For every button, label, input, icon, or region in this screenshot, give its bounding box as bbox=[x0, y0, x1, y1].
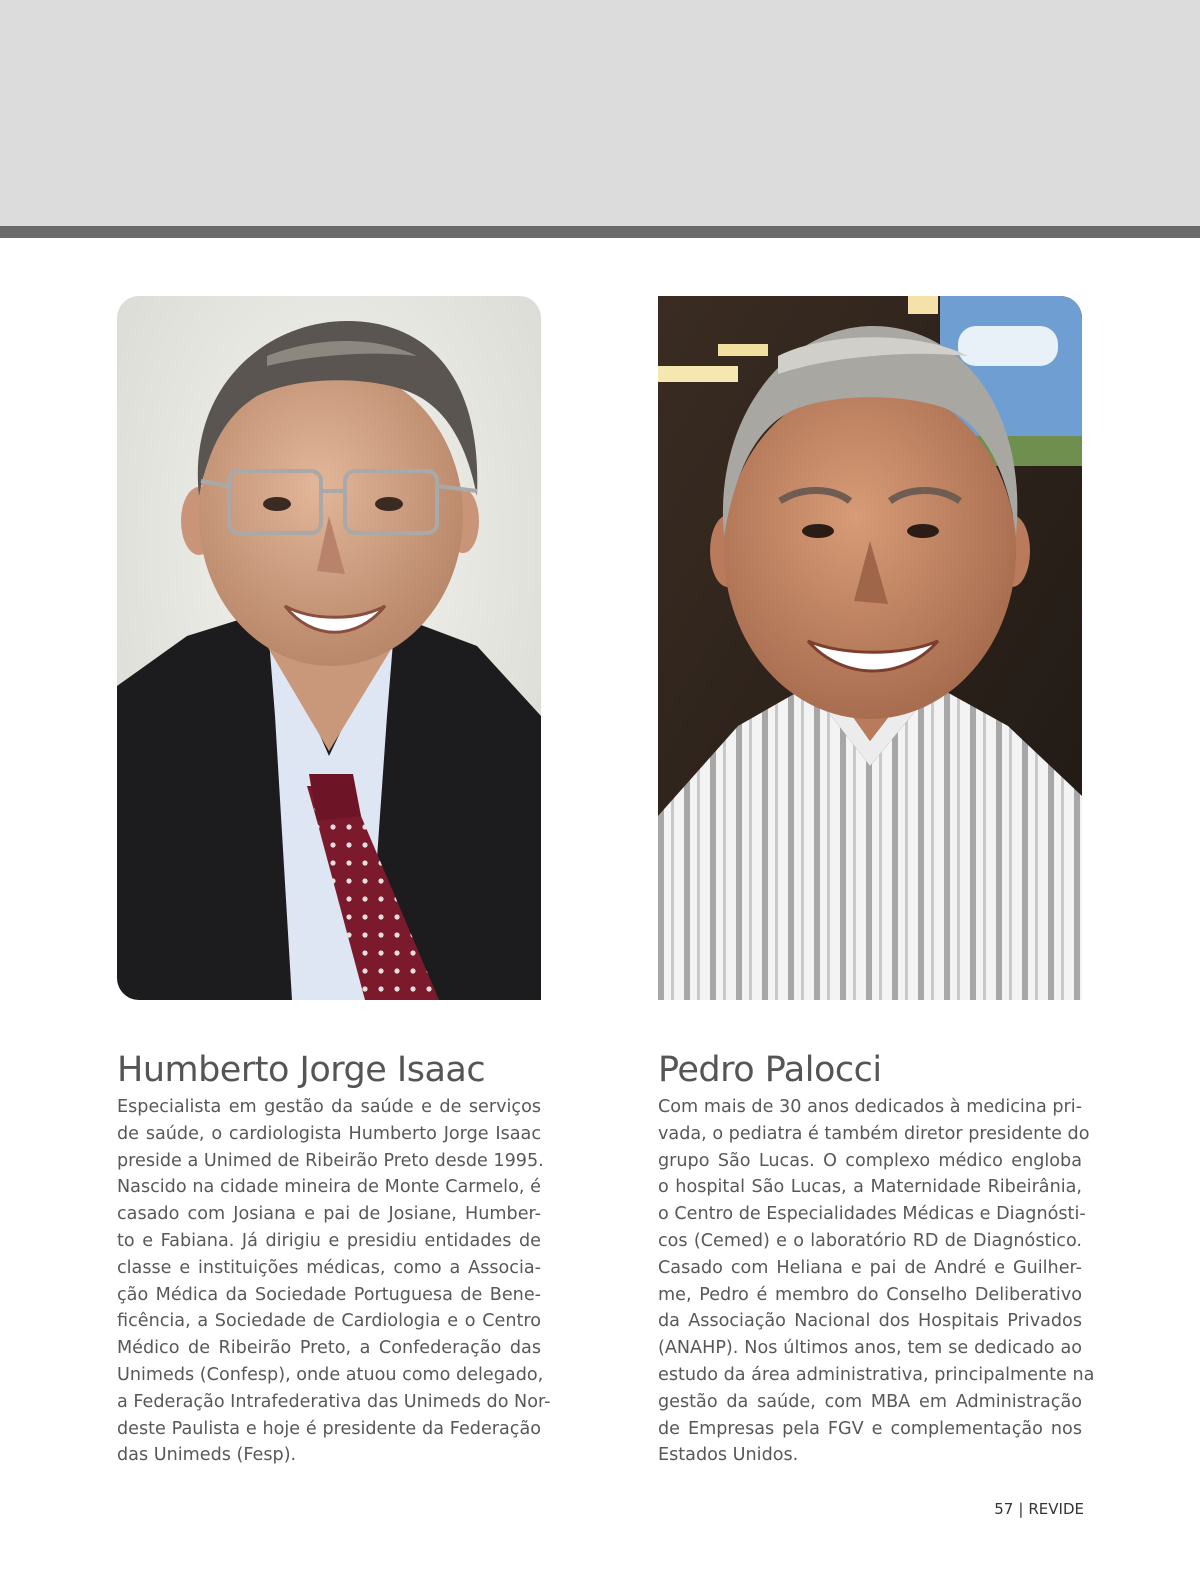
bio-line: classe e instituições médicas, como a Associa- bbox=[117, 1257, 541, 1278]
bio-line: das Unimeds (Fesp). bbox=[117, 1445, 297, 1466]
bio-line: preside a Unimed de Ribeirão Preto desde 1995. bbox=[117, 1150, 544, 1171]
bio-line: gestão da saúde, com MBA em Administração bbox=[658, 1391, 1082, 1412]
bio-line: estudo da área administrativa, principalmente na bbox=[658, 1364, 1095, 1385]
person-name-pedro: Pedro Palocci bbox=[658, 1050, 882, 1090]
header-rule bbox=[0, 226, 1200, 238]
bio-line: de saúde, o cardiologista Humberto Jorge Isaac bbox=[117, 1123, 541, 1144]
bio-line: me, Pedro é membro do Conselho Deliberativo bbox=[658, 1284, 1082, 1305]
bio-line: (ANAHP). Nos últimos anos, tem se dedicado ao bbox=[658, 1338, 1082, 1359]
bio-humberto bbox=[117, 1094, 551, 1469]
bio-line: Unimeds (Confesp), onde atuou como delegado, bbox=[117, 1364, 544, 1385]
bio-line: to e Fabiana. Já dirigiu e presidiu entidades de bbox=[117, 1230, 541, 1251]
folio-separator: | bbox=[1018, 1500, 1024, 1518]
portrait-humberto-jorge-isaac bbox=[117, 296, 541, 1000]
bio-line: de Empresas pela FGV e complementação nos bbox=[658, 1418, 1082, 1439]
portrait-pedro-palocci bbox=[658, 296, 1082, 1000]
bio-line: Nascido na cidade mineira de Monte Carmelo, é bbox=[117, 1177, 541, 1198]
bio-line: Especialista em gestão da saúde e de serviços bbox=[117, 1097, 541, 1117]
bio-line: o Centro de Especialidades Médicas e Diagnósti- bbox=[658, 1204, 1086, 1225]
bio-line: ficência, a Sociedade de Cardiologia e o Centro bbox=[117, 1311, 541, 1332]
portrait-humberto-illustration bbox=[117, 296, 541, 1000]
bio-line: casado com Josiana e pai de Josiane, Humber- bbox=[117, 1204, 541, 1225]
header-band bbox=[0, 0, 1200, 226]
bio-line: cos (Cemed) e o laboratório RD de Diagnóstico. bbox=[658, 1230, 1082, 1251]
person-name-humberto: Humberto Jorge Isaac bbox=[117, 1050, 486, 1090]
publication-name: REVIDE bbox=[1028, 1500, 1084, 1518]
page-number: 57 bbox=[994, 1500, 1014, 1518]
portrait-pedro-illustration bbox=[658, 296, 1082, 1000]
bio-line: Médico de Ribeirão Preto, a Confederação das bbox=[117, 1338, 541, 1359]
bio-line: a Federação Intrafederativa das Unimeds do Nor- bbox=[117, 1391, 551, 1412]
bio-line: ção Médica da Sociedade Portuguesa de Bene- bbox=[117, 1284, 541, 1305]
bio-line: deste Paulista e hoje é presidente da Federação bbox=[117, 1418, 541, 1439]
bio-line: Com mais de 30 anos dedicados à medicina pri- bbox=[658, 1097, 1082, 1117]
bio-line: Estados Unidos. bbox=[658, 1445, 799, 1466]
bio-pedro bbox=[658, 1094, 1095, 1469]
bio-line: Casado com Heliana e pai de André e Guilher- bbox=[658, 1257, 1082, 1278]
page-folio bbox=[900, 1500, 1084, 1518]
bio-line: o hospital São Lucas, a Maternidade Ribeirânia, bbox=[658, 1177, 1082, 1198]
bio-line: grupo São Lucas. O complexo médico engloba bbox=[658, 1150, 1082, 1171]
bio-line: da Associação Nacional dos Hospitais Privados bbox=[658, 1311, 1082, 1332]
bio-line: vada, o pediatra é também diretor presidente do bbox=[658, 1123, 1090, 1144]
